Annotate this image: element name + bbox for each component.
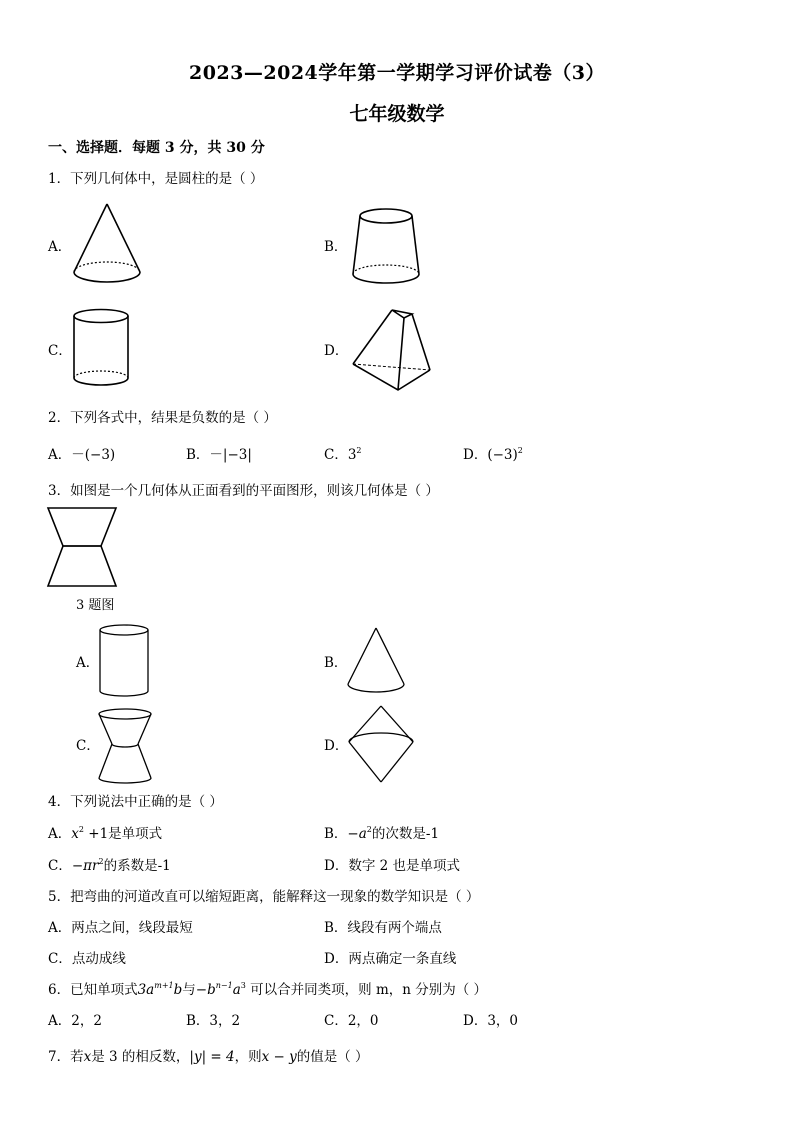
q6-option-b: B．3，2 <box>186 1013 241 1029</box>
q5-option-a: A．两点之间，线段最短 <box>48 920 193 936</box>
q3-stem: 3．如图是一个几何体从正面看到的平面图形，则该几何体是（ ） <box>48 483 439 499</box>
q1-option-c-label: C． <box>48 343 72 359</box>
q2-option-c: C．$3^2$ <box>324 446 362 463</box>
q6-option-c: C．2，0 <box>324 1013 379 1029</box>
q5-stem: 5．把弯曲的河道改直可以缩短距离，能解释这一现象的数学知识是（ ） <box>48 889 480 905</box>
q5-option-b: B．线段有两个端点 <box>324 920 442 936</box>
q1-option-a-label: A． <box>48 239 72 255</box>
q3-option-c-label: C． <box>76 738 100 754</box>
q3-double-cone-figure <box>346 704 416 784</box>
q5-option-c: C．点动成线 <box>48 951 126 967</box>
q3-cone-figure <box>346 626 406 696</box>
q1-prism-figure <box>350 306 434 394</box>
q3-cylinder-figure <box>98 624 150 698</box>
q1-cone-figure <box>70 202 144 286</box>
q4-option-d: D．数字 2 也是单项式 <box>324 858 460 874</box>
q2-option-b: B．－|−3| <box>186 447 252 463</box>
section-heading: 一、选择题．每题 3 分，共 30 分 <box>48 140 265 156</box>
q4-option-b: B．$-a^2$的次数是-1 <box>324 825 440 842</box>
q3-figure-caption: 3 题图 <box>76 598 115 613</box>
q4-option-a: A．$x^2 +1$是单项式 <box>48 825 163 842</box>
q1-cylinder-figure <box>72 308 130 388</box>
q3-double-frustum-figure <box>96 706 154 784</box>
q2-stem: 2．下列各式中，结果是负数的是（ ） <box>48 410 277 426</box>
q1-option-b-label: B． <box>324 239 348 255</box>
q2-option-a: A．－(−3) <box>48 447 116 463</box>
q3-front-view-figure <box>46 506 120 588</box>
q3-option-a-label: A． <box>76 655 100 671</box>
q1-stem: 1．下列几何体中，是圆柱的是（ ） <box>48 171 264 187</box>
q5-option-d: D．两点确定一条直线 <box>324 951 457 967</box>
exam-title: 2023—2024学年第一学期学习评价试卷（3） <box>189 62 605 84</box>
q4-option-c: C．$-\pi r^2$的系数是-1 <box>48 857 171 874</box>
q3-option-b-label: B． <box>324 655 348 671</box>
q1-frustum-figure <box>350 206 422 286</box>
exam-subtitle: 七年级数学 <box>349 103 445 125</box>
q6-stem: 6．已知单项式$3a^{m+1}b$与$-b^{n-1}a^3$ 可以合并同类项，则 m，n 分别为（ ） <box>48 981 488 998</box>
q4-stem: 4．下列说法中正确的是（ ） <box>48 794 223 810</box>
q3-option-d-label: D． <box>324 738 349 754</box>
q6-option-a: A．2，2 <box>48 1013 102 1029</box>
q2-option-d: D．$(-3)^2$ <box>463 446 523 463</box>
q1-option-d-label: D． <box>324 343 349 359</box>
q6-option-d: D．3，0 <box>463 1013 519 1029</box>
q7-stem: 7．若x是 3 的相反数，|y| = 4，则x − y的值是（ ） <box>48 1049 369 1065</box>
